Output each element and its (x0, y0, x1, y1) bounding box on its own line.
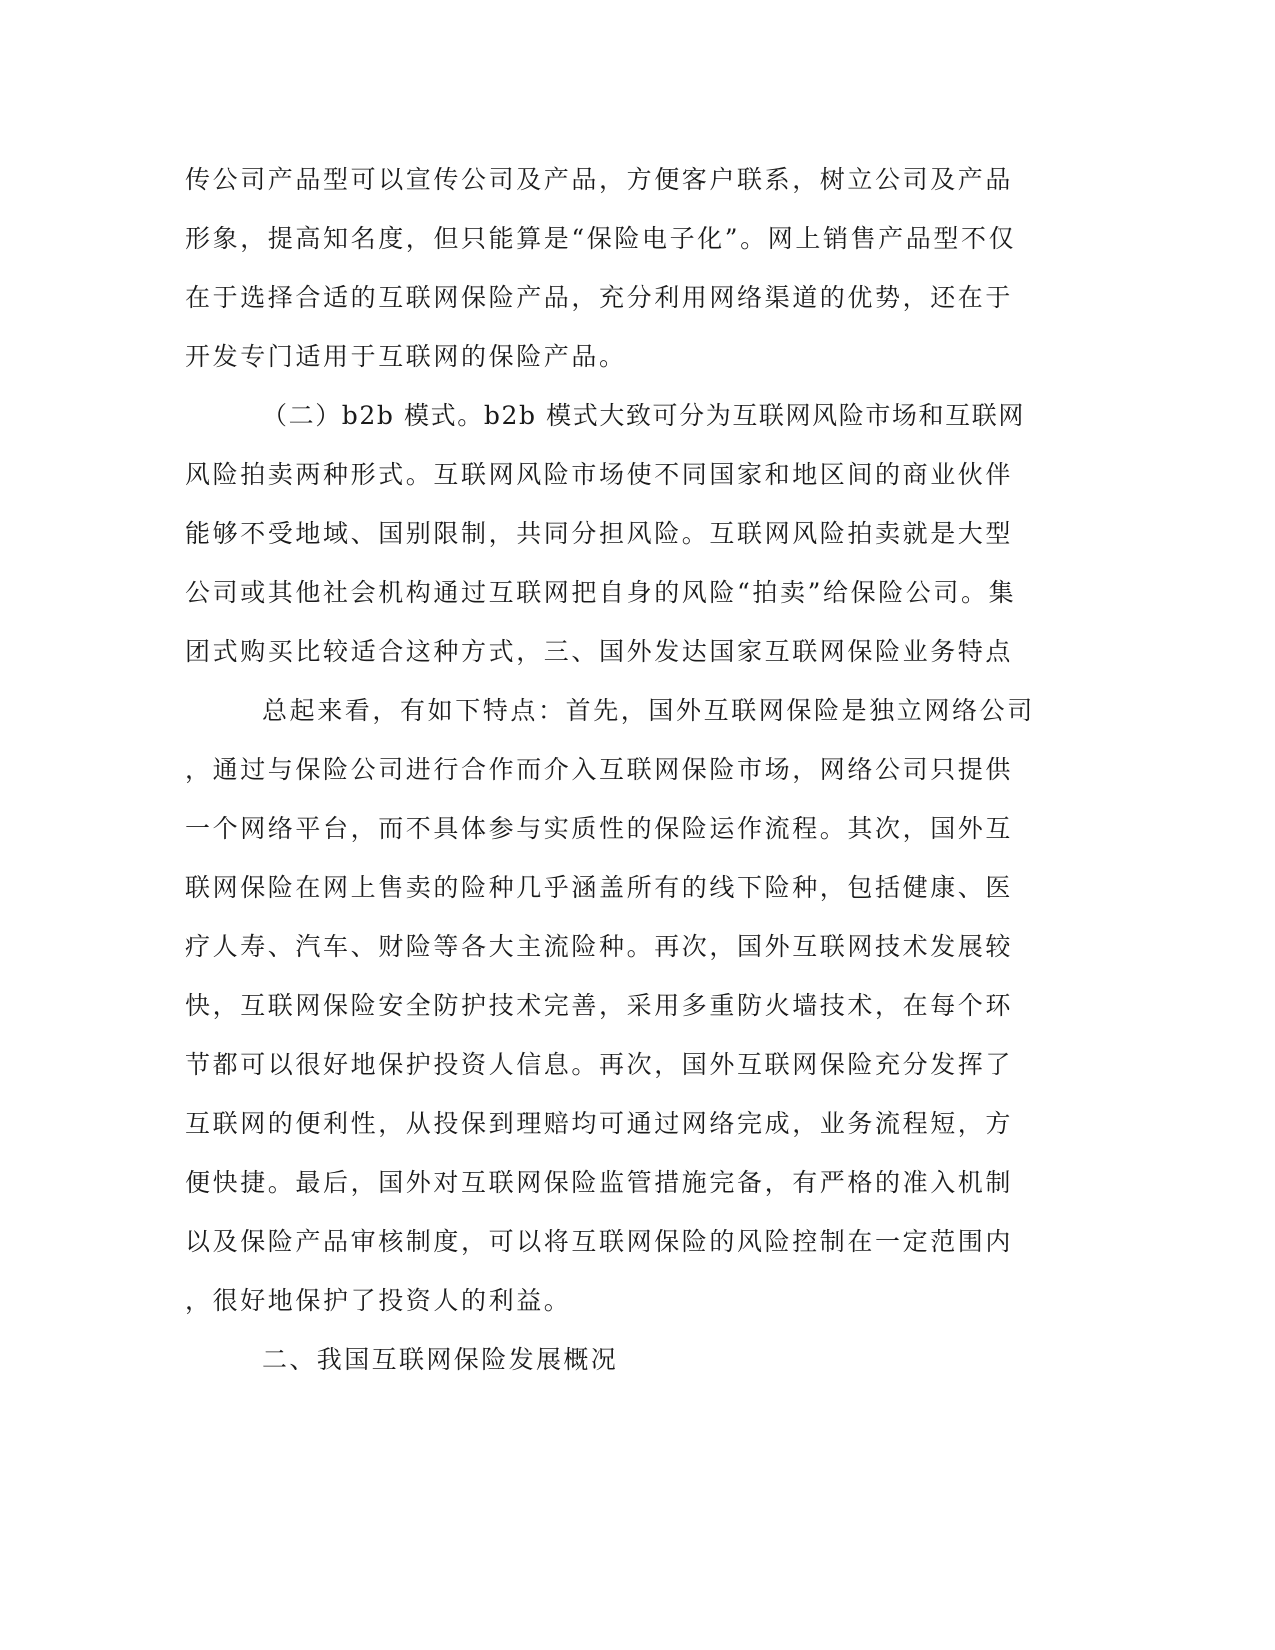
paragraph-3-line-8: 互联网的便利性，从投保到理赔均可通过网络完成，业务流程短，方 (185, 1109, 1014, 1138)
section-heading: 二、我国互联网保险发展概况 (262, 1345, 619, 1374)
paragraph-2-line-1: （二）b2b 模式。b2b 模式大致可分为互联网风险市场和互联网 (262, 401, 1025, 430)
paragraph-3-line-5: 疗人寿、汽车、财险等各大主流险种。再次，国外互联网技术发展较 (185, 932, 1014, 961)
paragraph-1-line-4: 开发专门适用于互联网的保险产品。 (185, 342, 627, 371)
paragraph-3-line-11: ，很好地保护了投资人的利益。 (185, 1286, 572, 1315)
paragraph-3-line-4: 联网保险在网上售卖的险种几乎涵盖所有的线下险种，包括健康、医 (185, 873, 1014, 902)
paragraph-2-line-4: 公司或其他社会机构通过互联网把自身的风险“拍卖”给保险公司。集 (185, 578, 1017, 607)
paragraph-3-line-6: 快，互联网保险安全防护技术完善，采用多重防火墙技术，在每个环 (185, 991, 1014, 1020)
paragraph-1-line-3: 在于选择合适的互联网保险产品，充分利用网络渠道的优势，还在于 (185, 283, 1014, 312)
paragraph-1-line-1: 传公司产品型可以宣传公司及产品，方便客户联系，树立公司及产品 (185, 165, 1014, 194)
paragraph-2-line-2: 风险拍卖两种形式。互联网风险市场使不同国家和地区间的商业伙伴 (185, 460, 1014, 489)
paragraph-3-line-2: ，通过与保险公司进行合作而介入互联网保险市场，网络公司只提供 (185, 755, 1014, 784)
paragraph-3-line-10: 以及保险产品审核制度，可以将互联网保险的风险控制在一定范围内 (185, 1227, 1014, 1256)
paragraph-1-line-2: 形象，提高知名度，但只能算是“保险电子化”。网上销售产品型不仅 (185, 224, 1017, 253)
paragraph-2-line-5: 团式购买比较适合这种方式，三、国外发达国家互联网保险业务特点 (185, 637, 1014, 666)
paragraph-3-line-1: 总起来看，有如下特点：首先，国外互联网保险是独立网络公司 (262, 696, 1035, 725)
paragraph-2-line-3: 能够不受地域、国别限制，共同分担风险。互联网风险拍卖就是大型 (185, 519, 1014, 548)
paragraph-3-line-3: 一个网络平台，而不具体参与实质性的保险运作流程。其次，国外互 (185, 814, 1014, 843)
paragraph-3-line-9: 便快捷。最后，国外对互联网保险监管措施完备，有严格的准入机制 (185, 1168, 1014, 1197)
paragraph-3-line-7: 节都可以很好地保护投资人信息。再次，国外互联网保险充分发挥了 (185, 1050, 1014, 1079)
